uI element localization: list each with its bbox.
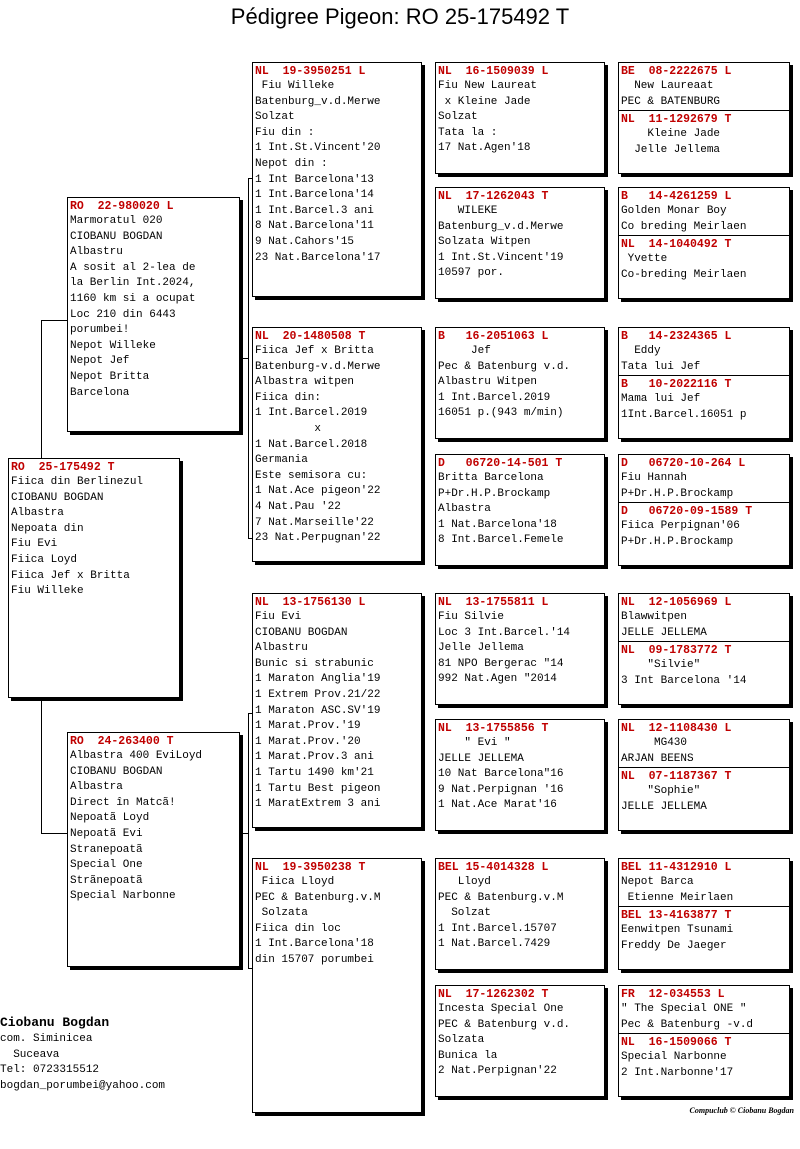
ring-number: BEL 13-4163877 T [619, 906, 789, 923]
pigeon-info-line: 1160 km si a ocupat [70, 292, 196, 305]
pigeon-card-pair[interactable] [618, 327, 790, 439]
ring-number: NL 20-1480508 T [255, 330, 366, 343]
pigeon-info-line: 9 Nat.Cahors'15 [255, 235, 355, 248]
pigeon-info-line: Fiica din: [255, 391, 322, 404]
pigeon-info-line: porumbei! [70, 324, 130, 337]
pigeon-info-line: Tata la : [438, 126, 498, 139]
pigeon-card-ds-dam[interactable] [435, 719, 605, 831]
pigeon-card-main[interactable] [8, 458, 180, 698]
pigeon-info-line: Kleine Jade [621, 128, 721, 141]
pigeon-info-line: Fiu New Laureat [438, 80, 538, 92]
pigeon-info-line: Golden Monar Boy [621, 205, 727, 217]
pigeon-info-line: Nepot Willeke [70, 339, 156, 352]
pigeon-info-line: 1 MaratExtrem 3 ani [255, 798, 381, 811]
pigeon-info-line: JELLE JELLEMA [438, 752, 524, 765]
pigeon-info-line: Yvette [621, 253, 668, 266]
pigeon-info-line: Stranepoatã [70, 843, 143, 856]
ring-number: NL 09-1783772 T [619, 641, 789, 658]
ring-number: NL 17-1262043 T [438, 190, 549, 203]
pigeon-info-line: MG430 [621, 737, 688, 749]
pigeon-info-line: WILEKE [438, 205, 498, 217]
pigeon-info-line: Albastra [11, 507, 64, 520]
pigeon-info-line: Albastra [438, 503, 491, 516]
pigeon-card-pair[interactable] [618, 62, 790, 174]
pigeon-info-line: Eddy [621, 345, 661, 357]
pigeon-info-line: Strãnepoatã [70, 874, 143, 887]
connector-line [240, 833, 249, 834]
pigeon-info-line: Blawwitpen [621, 611, 688, 623]
pigeon-info-line: Batenburg-v.d.Merwe [255, 360, 381, 373]
pigeon-card-sire[interactable] [67, 197, 240, 432]
pigeon-info-line: Fiu Hannah [621, 472, 688, 484]
pigeon-info-line: 1 Int.Barcel.2019 [438, 391, 551, 404]
pigeon-info-line: Fiica Jef x Britta [11, 569, 130, 582]
pigeon-info-line: 992 Nat.Agen "2014 [438, 673, 557, 686]
pigeon-info-line: Marmoratul 020 [70, 215, 163, 227]
pigeon-info-line: Fiu din : [255, 126, 315, 139]
pigeon-info-line: 23 Nat.Barcelona'17 [255, 251, 381, 264]
pigeon-info-line: 16051 p.(943 m/min) [438, 407, 564, 420]
pigeon-info-line: Special Narbonne [70, 890, 176, 903]
pigeon-info-line: Solzat [438, 111, 478, 124]
pigeon-info-line: Albastru [255, 642, 308, 655]
ring-number: B 10-2022116 T [619, 375, 789, 392]
pigeon-info-line: din 15707 porumbei [255, 953, 374, 966]
pigeon-info-line: 1 Int Barcelona'13 [255, 173, 374, 186]
ring-number: NL 13-1755856 T [438, 722, 549, 735]
pigeon-info-line: Nepot Britta [70, 370, 150, 383]
ring-number: B 14-2324365 L [621, 330, 732, 343]
pigeon-info-line: Albastru [70, 246, 123, 259]
ring-number: D 06720-14-501 T [438, 457, 563, 470]
pigeon-card-dam-sire[interactable] [252, 593, 422, 828]
ring-number: NL 16-1509066 T [619, 1033, 789, 1050]
pigeon-info-line: Solzata [255, 907, 308, 920]
pigeon-card-pair[interactable] [618, 187, 790, 299]
pigeon-info-line: Germania [255, 454, 308, 467]
pigeon-info-line: Albastra [70, 781, 123, 794]
pigeon-card-ss-dam[interactable] [435, 187, 605, 299]
pigeon-info-line: 1 Nat.Barcel.2018 [255, 438, 368, 451]
connector-line [41, 320, 42, 460]
pigeon-info-line: 1 Nat.Barcelona'18 [438, 518, 557, 531]
pigeon-info-line: 23 Nat.Perpugnan'22 [255, 532, 381, 545]
pigeon-card-dam-dam[interactable] [252, 858, 422, 1113]
pigeon-info-line: 1 Nat.Ace pigeon'22 [255, 485, 381, 498]
pigeon-info-line: Fiica Perpignan'06 [621, 520, 740, 533]
pigeon-info-line: 10 Nat Barcelona"16 [438, 768, 564, 781]
pigeon-info-line: 1 Extrem Prov.21/22 [255, 688, 381, 701]
pigeon-info-line: 2 Nat.Perpignan'22 [438, 1065, 557, 1078]
pigeon-info-line: Eenwitpen Tsunami [621, 924, 734, 937]
pigeon-info-line: 8 Nat.Barcelona'11 [255, 220, 374, 233]
pigeon-info-line: CIOBANU BOGDAN [255, 626, 348, 639]
pigeon-info-line: JELLE JELLEMA [621, 626, 707, 639]
connector-line [41, 320, 68, 321]
pigeon-info-line: " Evi " [438, 737, 511, 749]
pigeon-info-line: Bunica la [438, 1049, 498, 1062]
pigeon-info-line: la Berlin Int.2024, [70, 277, 196, 290]
pigeon-info-line: Incesta Special One [438, 1003, 564, 1015]
pigeon-info-line: PEC & BATENBURG [621, 95, 721, 108]
pigeon-info-line: 8 Int.Barcel.Femele [438, 534, 564, 547]
pigeon-info-line: Solzat [438, 907, 491, 920]
pigeon-info-line: Special Narbonne [621, 1051, 727, 1064]
ring-number: NL 19-3950238 T [255, 861, 366, 874]
pigeon-info-line: Direct în Matcã! [70, 796, 176, 809]
pigeon-info-line: Pec & Batenburg v.d. [438, 360, 571, 373]
pigeon-info-line: JELLE JELLEMA [621, 800, 707, 813]
pigeon-info-line: Loc 3 Int.Barcel.'14 [438, 626, 571, 639]
ring-number: B 16-2051063 L [438, 330, 549, 343]
pigeon-info-line: PEC & Batenburg v.d. [438, 1018, 571, 1031]
page-title: Pédigree Pigeon: RO 25-175492 T [230, 4, 570, 29]
pigeon-info-line: Nepot Jef [70, 355, 130, 368]
pigeon-info-line: 1 Int.Barcel.15707 [438, 922, 557, 935]
pigeon-info-line: "Silvie" [621, 659, 701, 672]
pigeon-info-line: Fiica din Berlinezul [11, 476, 144, 488]
pigeon-info-line: Solzata Witpen [438, 236, 531, 249]
pigeon-info-line: Fiica Lloyd [255, 876, 335, 888]
ring-number: BE 08-2222675 L [621, 65, 732, 78]
pigeon-info-line: Fiu Evi [255, 611, 302, 623]
ring-number: NL 14-1040492 T [619, 235, 789, 252]
pigeon-info-line: Britta Barcelona [438, 472, 544, 484]
pigeon-info-line: PEC & Batenburg.v.M [255, 891, 381, 904]
pigeon-card-pair[interactable] [618, 719, 790, 831]
pigeon-info-line: 1 Marat.Prov.'19 [255, 720, 361, 733]
pigeon-info-line: Fiica Loyd [11, 553, 78, 566]
pigeon-info-line: Co-breding Meirlaen [621, 268, 747, 281]
pigeon-info-line: Nepoatã Loyd [70, 812, 150, 825]
breeder-info [0, 1014, 165, 1094]
pigeon-info-line: x Kleine Jade [438, 95, 531, 108]
pigeon-info-line: 1 Nat.Ace Marat'16 [438, 799, 557, 812]
pigeon-info-line: CIOBANU BOGDAN [11, 491, 104, 504]
pigeon-info-line: 9 Nat.Perpignan '16 [438, 783, 564, 796]
pigeon-card-ss-sire[interactable] [435, 62, 605, 174]
ring-number: B 14-4261259 L [621, 190, 732, 203]
pigeon-info-line: 1 Marat.Prov.3 ani [255, 751, 374, 764]
pigeon-info-line: 1 Maraton Anglia'19 [255, 673, 381, 686]
pigeon-info-line: 1 Tartu Best pigeon [255, 782, 381, 795]
pigeon-info-line: Tata lui Jef [621, 360, 701, 373]
ring-number: RO 22-980020 L [70, 200, 174, 213]
pigeon-info-line: 1 Marat.Prov.'20 [255, 735, 361, 748]
pigeon-info-line: " The Special ONE " [621, 1003, 747, 1015]
connector-line [240, 358, 249, 359]
pigeon-info-line: Batenburg_v.d.Merwe [438, 220, 564, 233]
pigeon-info-line: Jelle Jellema [621, 143, 721, 156]
ring-number: NL 17-1262302 T [438, 988, 549, 1001]
pigeon-info-line: 17 Nat.Agen'18 [438, 142, 531, 155]
pigeon-card-pair[interactable] [618, 858, 790, 970]
ring-number: RO 25-175492 T [11, 461, 115, 474]
pigeon-info-line: 1 Int.Barcel.3 ani [255, 204, 374, 217]
pigeon-info-line: Special One [70, 859, 143, 872]
pigeon-info-line: CIOBANU BOGDAN [70, 230, 163, 243]
pigeon-info-line: Mama lui Jef [621, 393, 701, 406]
pigeon-card-pair[interactable] [618, 593, 790, 705]
pigeon-info-line: New Laureaat [621, 80, 714, 92]
pigeon-info-line: 1 Nat.Barcel.7429 [438, 938, 551, 951]
pigeon-info-line: 4 Nat.Pau '22 [255, 500, 341, 513]
pigeon-card-dam[interactable] [67, 732, 240, 967]
pigeon-info-line: Jelle Jellema [438, 642, 524, 655]
pigeon-info-line: Pec & Batenburg -v.d [621, 1018, 754, 1031]
pigeon-card-sire-sire[interactable] [252, 62, 422, 297]
pigeon-info-line: A sosit al 2-lea de [70, 261, 196, 274]
pigeon-card-pair[interactable] [618, 454, 790, 566]
pigeon-card-pair[interactable] [618, 985, 790, 1097]
footer-credit: Compuclub © Ciobanu Bogdan [689, 1106, 794, 1115]
ring-number: NL 13-1756130 L [255, 596, 366, 609]
pigeon-info-line: Fiica Jef x Britta [255, 345, 374, 357]
pigeon-info-line: Albastra 400 EviLoyd [70, 750, 203, 762]
connector-line [41, 833, 68, 834]
pigeon-info-line: Fiu Willeke [255, 80, 335, 92]
pigeon-info-line: Barcelona [70, 386, 130, 399]
breeder-city: Suceava [0, 1048, 60, 1061]
pigeon-info-line: Solzat [255, 111, 295, 124]
pigeon-info-line: Batenburg_v.d.Merwe [255, 95, 381, 108]
ring-number: RO 24-263400 T [70, 735, 174, 748]
pigeon-info-line: P+Dr.H.P.Brockamp [621, 535, 734, 548]
ring-number: BEL 15-4014328 L [438, 861, 549, 874]
pigeon-info-line: 1 Int.Barcelona'18 [255, 938, 374, 951]
pigeon-card-dd-dam[interactable] [435, 985, 605, 1097]
pigeon-info-line: Loc 210 din 6443 [70, 308, 176, 321]
pigeon-info-line: "Sophie" [621, 785, 701, 798]
pigeon-card-dd-sire[interactable] [435, 858, 605, 970]
pigeon-info-line: P+Dr.H.P.Brockamp [438, 487, 551, 500]
pigeon-info-line: Nepoatã Evi [70, 827, 143, 840]
pigeon-info-line: 2 Int.Narbonne'17 [621, 1066, 734, 1079]
pigeon-info-line: Solzata [438, 1034, 485, 1047]
connector-line [248, 713, 249, 968]
pigeon-card-ds-sire[interactable] [435, 593, 605, 705]
pigeon-info-line: 3 Int Barcelona '14 [621, 674, 747, 687]
pigeon-card-sd-sire[interactable] [435, 327, 605, 439]
pigeon-card-sd-dam[interactable] [435, 454, 605, 566]
pigeon-info-line: Fiica din loc [255, 922, 341, 935]
pigeon-info-line: 1 Int.Barcelona'14 [255, 189, 374, 202]
pigeon-info-line: Fiu Evi [11, 538, 58, 551]
pigeon-info-line: Jef [438, 345, 491, 357]
breeder-phone: Tel: 0723315512 [0, 1064, 100, 1077]
pigeon-info-line: Nepoata din [11, 522, 84, 535]
breeder-email[interactable]: bogdan_porumbei@yahoo.com [0, 1079, 166, 1092]
pigeon-info-line: Este semisora cu: [255, 469, 368, 482]
pigeon-info-line: 10597 por. [438, 267, 505, 280]
pigeon-info-line: 1 Int.St.Vincent'19 [438, 251, 564, 264]
pigeon-info-line: Lloyd [438, 876, 491, 888]
ring-number: D 06720-09-1589 T [619, 502, 789, 519]
connector-line [41, 700, 42, 833]
ring-number: D 06720-10-264 L [621, 457, 746, 470]
pigeon-info-line: 1 Tartu 1490 km'21 [255, 766, 374, 779]
pigeon-info-line: Albastra witpen [255, 376, 355, 389]
pigeon-info-line: 1 Int.Barcel.2019 [255, 407, 368, 420]
pigeon-info-line: Fiu Silvie [438, 611, 505, 623]
ring-number: NL 12-1108430 L [621, 722, 732, 735]
pigeon-info-line: ARJAN BEENS [621, 752, 694, 765]
ring-number: NL 12-1056969 L [621, 596, 732, 609]
pigeon-info-line: 1 Maraton ASC.SV'19 [255, 704, 381, 717]
pigeon-info-line: 81 NPO Bergerac "14 [438, 657, 564, 670]
pigeon-info-line: Albastru Witpen [438, 376, 538, 389]
breeder-address: com. Siminicea [0, 1033, 93, 1045]
pigeon-info-line: Co breding Meirlaen [621, 220, 747, 233]
pigeon-info-line: Freddy De Jaeger [621, 939, 727, 952]
ring-number: BEL 11-4312910 L [621, 861, 732, 874]
ring-number: NL 16-1509039 L [438, 65, 549, 78]
ring-number: NL 07-1187367 T [619, 767, 789, 784]
pigeon-info-line: P+Dr.H.P.Brockamp [621, 487, 734, 500]
pigeon-info-line: Etienne Meirlaen [621, 891, 734, 904]
pigeon-card-sire-dam[interactable] [252, 327, 422, 562]
pigeon-info-line: 1 Int.St.Vincent'20 [255, 142, 381, 155]
pigeon-info-line: Nepot din : [255, 157, 328, 170]
pigeon-info-line: 1Int.Barcel.16051 p [621, 408, 747, 421]
pigeon-info-line: Fiu Willeke [11, 585, 84, 598]
ring-number: NL 19-3950251 L [255, 65, 366, 78]
ring-number: FR 12-034553 L [621, 988, 725, 1001]
pigeon-info-line: Bunic si strabunic [255, 657, 374, 670]
pigeon-info-line: x [255, 422, 322, 435]
breeder-name: Ciobanu Bogdan [0, 1015, 110, 1030]
pigeon-info-line: Nepot Barca [621, 876, 694, 888]
pigeon-info-line: 7 Nat.Marseille'22 [255, 516, 374, 529]
ring-number: NL 11-1292679 T [619, 110, 789, 127]
pigeon-info-line: PEC & Batenburg.v.M [438, 891, 564, 904]
pigeon-info-line: CIOBANU BOGDAN [70, 765, 163, 778]
ring-number: NL 13-1755811 L [438, 596, 549, 609]
